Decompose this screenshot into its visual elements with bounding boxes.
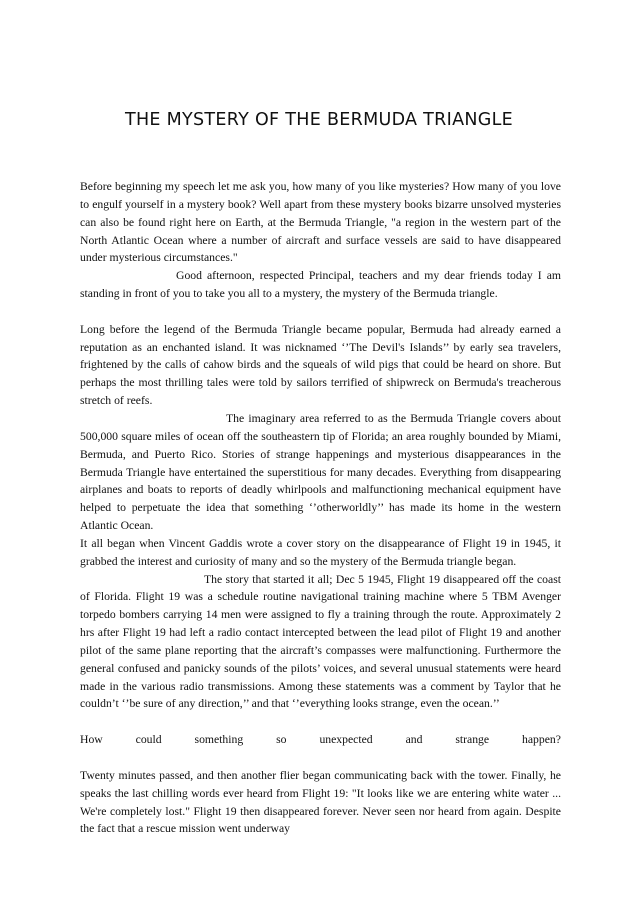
paragraph-legend: Long before the legend of the Bermuda Triangle became popular, Bermuda had already earned a reputation as an enchanted island. It was nicknamed ‘’The Devil's Islands’’ by early sea travelers, frightened by the calls of cahow birds and the squeals of wild pigs that could be heard on shore. But perhaps the most thrilling tales were told by sailors terrified of shipwreck on Bermuda's treacherous stretch of reefs. — [80, 322, 561, 408]
paragraph-question — [80, 731, 561, 749]
question-word: something — [194, 733, 244, 747]
paragraph-spacer — [80, 713, 561, 731]
document-body — [80, 178, 561, 838]
question-word: and — [405, 733, 423, 747]
question-word: How — [80, 733, 103, 747]
question-word: could — [135, 733, 162, 747]
question-word: unexpected — [319, 733, 373, 747]
paragraph-spacer — [80, 303, 561, 321]
paragraph-intro: Before beginning my speech let me ask you, how many of you like mysteries? How many of you love to engulf yourself in a mystery book? Well apart from these mystery books bizarre unsolved mysteries can also be found right here on Earth, at the Bermuda Triangle, "a region in the western part of the North Atlantic Ocean where a number of aircraft and surface vessels are said to have disappeared under mysterious circumstances." — [80, 180, 561, 265]
paragraph-greeting: Good afternoon, respected Principal, teachers and my dear friends today I am standing in front of you to take you all to a mystery, the mystery of the Bermuda triangle. — [80, 269, 561, 301]
question-word: happen? — [522, 733, 561, 747]
paragraph-flight-19: The story that started it all; Dec 5 1945, Flight 19 disappeared off the coast of Florida. Flight 19 was a schedule routine navigational training machine where 5 TBM Avenger torpedo bombers carrying 14 men were assigned to fly a training through the route. Approximately 2 hrs after Flight 19 had left a radio contact intercepted between the lead pilot of Flight 19 and another pilot of the same plane reporting that the aircraft’s compasses were malfunctioning. Furthermore the general confused and panicky sounds of the pilots’ voices, and several unusual statements were heard made in the various radio transmissions. Among these statements was a comment by Taylor that he couldn’t ‘’be sure of any direction,’’ and that ‘’everything looks strange, even the ocean.’’ — [80, 572, 561, 711]
paragraph-gaddis: It all began when Vincent Gaddis wrote a cover story on the disappearance of Flight 19 in 1945, it grabbed the interest and curiosity of many and so the mystery of the Bermuda triangle began. — [80, 536, 561, 568]
paragraph-spacer — [80, 749, 561, 767]
question-word: so — [276, 733, 287, 747]
document-title: THE MYSTERY OF THE BERMUDA TRIANGLE — [124, 110, 514, 130]
paragraph-ending: Twenty minutes passed, and then another flier began communicating back with the tower. Finally, he speaks the last chilling words ever heard from Flight 19: "It looks like we are entering white water ... We're completely lost." Flight 19 then disappeared forever. Never seen nor heard from again. Despite the fact that a rescue mission went underway — [80, 768, 561, 836]
paragraph-area: The imaginary area referred to as the Bermuda Triangle covers about 500,000 square miles of ocean off the southeastern tip of Florida; an area roughly bounded by Miami, Bermuda, and Puerto Rico. Stories of strange happenings and mysterious disappearances in the Bermuda Triangle have entertained the superstitious for many decades. Everything from disappearing airplanes and boats to reports of deadly whirlpools and malfunctioning mechanical equipment have helped to perpetuate the idea that something ‘’otherworldly’’ has made its home in the western Atlantic Ocean. — [80, 411, 561, 533]
question-word: strange — [455, 733, 490, 747]
